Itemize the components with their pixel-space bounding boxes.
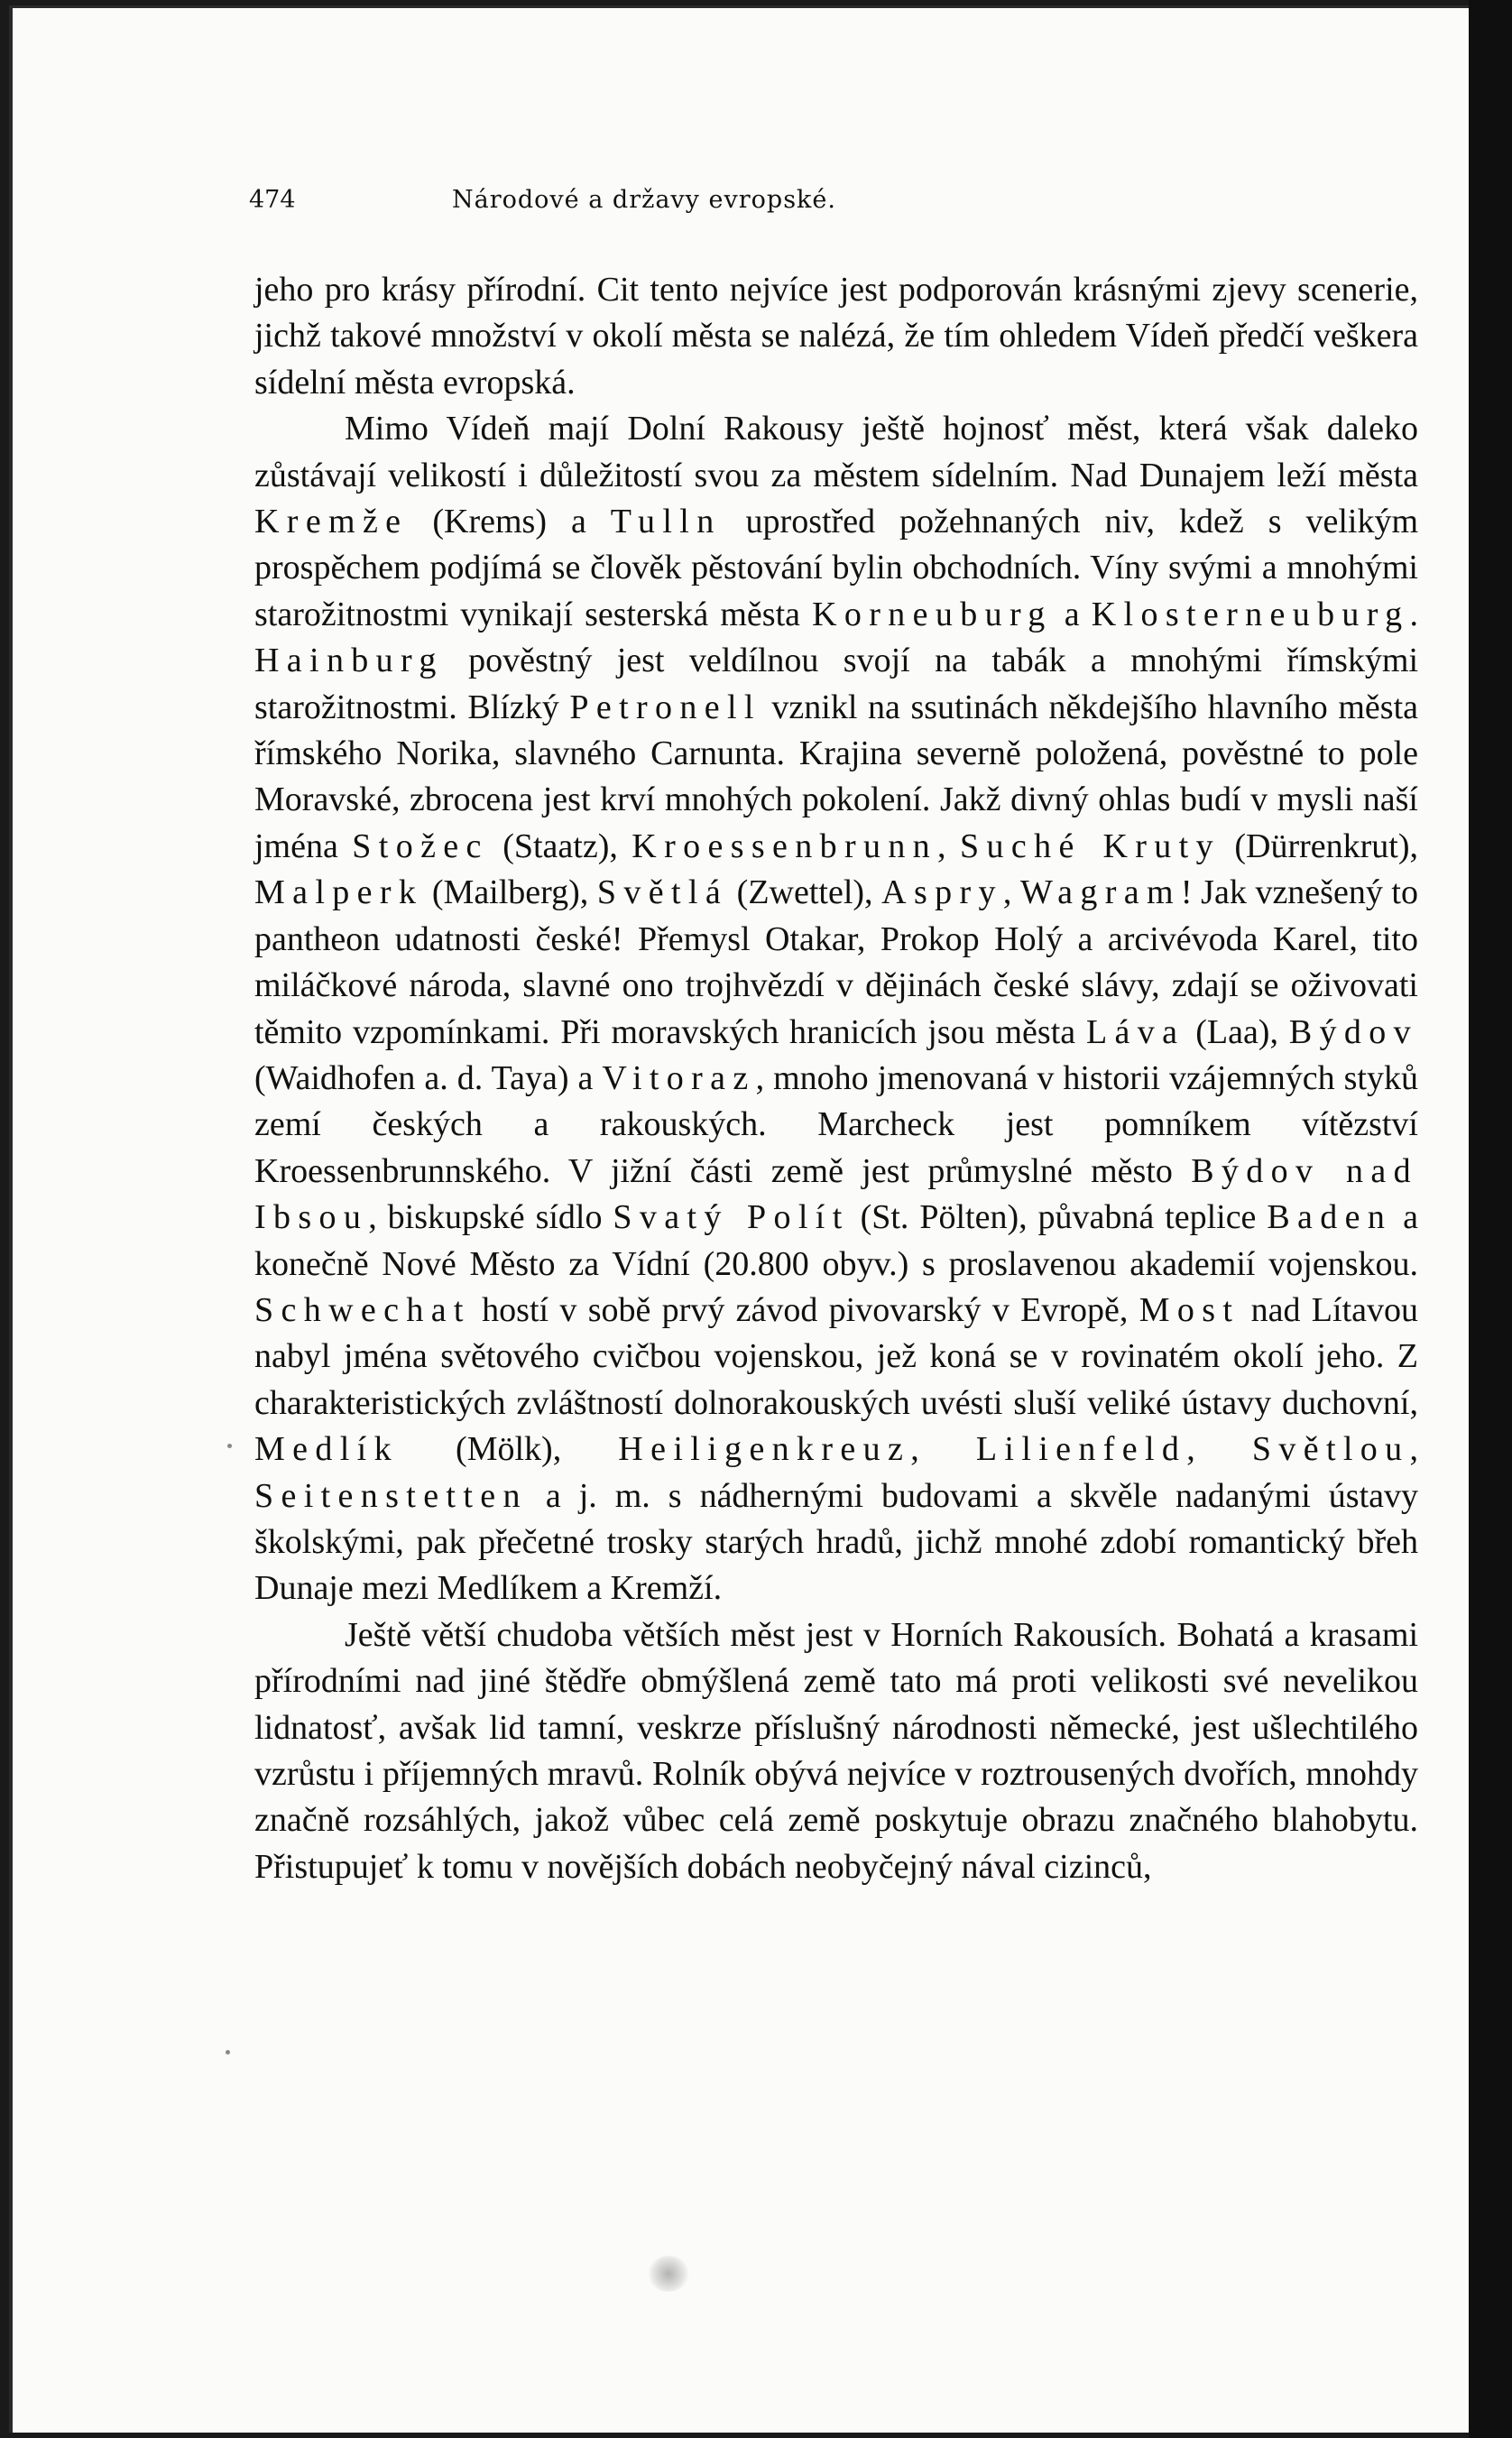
text-run: ,	[937, 827, 960, 865]
place-name: Světlou	[1251, 1430, 1410, 1469]
text-run: (Staatz),	[488, 827, 632, 865]
text-run: (Mölk),	[398, 1430, 619, 1469]
place-name: Stožec	[352, 827, 489, 865]
text-run: Mimo Vídeň mají Dolní Rakousy ještě hojnosť měst, která však daleko zůstávají velikostí i důležitostí svou za městem sídelním. Nad Dunajem leží města	[254, 410, 1418, 494]
place-name: Baden	[1267, 1198, 1393, 1237]
place-name: Kremže	[254, 503, 409, 541]
place-name: Světlá	[596, 873, 729, 912]
text-run: , biskupské sídlo	[368, 1198, 613, 1237]
place-name: Kroessenbrunn	[632, 827, 938, 865]
paragraph-3	[254, 1612, 1418, 1890]
text-run: a	[1052, 595, 1092, 633]
place-name: Láva	[1085, 1012, 1185, 1051]
place-name: Tulln	[610, 503, 722, 541]
place-name: Klosterneuburg	[1091, 595, 1410, 633]
place-name: Wagram	[1019, 873, 1181, 912]
text-run: (Krems) a	[408, 503, 611, 541]
text-run: (Dürrenkrut),	[1220, 827, 1419, 865]
text-run: ,	[1002, 873, 1020, 912]
place-name: Vitoraz	[602, 1058, 756, 1097]
text-run: , mnoho jmenovaná v historii vzájemných styků zemí českých a rakouských. Marcheck jest pomníkem vítězství Kroessenbrunnského. V jižní části země jest průmyslné město	[254, 1058, 1418, 1190]
place-name: Aspry	[881, 873, 1003, 912]
ink-speck	[226, 2050, 230, 2055]
running-title: Národové a državy evropské.	[452, 186, 836, 214]
place-name: Malperk	[254, 873, 424, 912]
text-run: (Waidhofen a. d. Taya) a	[254, 1058, 603, 1097]
text-run: ,	[910, 1430, 976, 1469]
place-name: Seitenstetten	[254, 1476, 528, 1515]
text-run: ,	[1409, 1430, 1419, 1469]
page-header	[249, 186, 1039, 222]
ink-speck	[227, 1444, 232, 1448]
text-run: hostí v sobě prvý závod pivovarský v Evropě,	[470, 1290, 1139, 1329]
place-name: Heiligenkreuz	[618, 1430, 911, 1469]
text-run: a j. m. s nádhernými budovami a skvěle nadanými ústavy školskými, pak přečetné trosky starých hradů, jichž mnohé zdobí romantický břeh Dunaje mezi Medlíkem a Kremží.	[254, 1476, 1418, 1608]
text-run: .	[1409, 595, 1418, 633]
place-name: Most	[1139, 1290, 1240, 1329]
place-name: Svatý Polít	[613, 1198, 850, 1237]
text-run: vznikl na ssutinách někdejšího hlavního města římského Norika, slavného Carnunta. Krajina severně položená, pověstné to pole Moravské, zbrocena jest krví mnohých pokolení. Jakž divný ohlas budí v mysli naší jména	[254, 688, 1418, 865]
text-run: ! Jak vznešený to pantheon udatnosti české! Přemysl Otakar, Prokop Holý a arcivévoda Karel, tito miláčkové národa, slavné ono trojhvězdí v dějinách české slávy, zdají se oživovati těmito vzpomínkami. Při moravských hranicích jsou města	[254, 873, 1418, 1051]
text-run: uprostřed požehnaných niv, kdež s velikým prospěchem podjímá se člověk pěstování bylin obchodních. Víny svými a mnohými starožitnostmi vynikají sesterská města	[254, 503, 1418, 633]
text-run: (St. Pölten), půvabná teplice	[849, 1198, 1268, 1237]
text-run: Ještě větší chudoba větších měst jest v Horních Rakousích. Bohatá a krasami přírodními nad jiné štědře obmýšlená země tato má proti velikosti své nevelikou lidnatosť, avšak lid tamní, veskrze příslušný národnosti německé, jest ušlechtilého vzrůstu i příjemných mravů. Rolník obývá nejvíce v roztrousených dvořích, mnohdy značně rozsáhlých, jakož vůbec celá země poskytuje obrazu značného blahobytu. Přistupujeť k tomu v novějších dobách neobyčejný nával cizinců,	[254, 1615, 1418, 1886]
text-run: nad Lítavou nabyl jména světového cvičbou vojenskou, jež koná se v rovinatém okolí jeho. Z charakteristických zvláštností dolnorakouských uvésti sluší veliké ústavy duchovní,	[254, 1290, 1419, 1422]
body-text	[254, 267, 1418, 1890]
text-run: (Mailberg),	[423, 873, 597, 912]
place-name: Schwechat	[254, 1290, 471, 1329]
place-name: Medlík	[254, 1430, 399, 1469]
text-run: ,	[1186, 1430, 1252, 1469]
paragraph-2	[254, 406, 1418, 1612]
text-run: a konečně Nové Město za Vídní (20.800 obyv.) s proslavenou akademií vojenskou.	[254, 1198, 1419, 1283]
place-name: Lilienfeld	[975, 1430, 1187, 1469]
place-name: Petronell	[569, 688, 761, 726]
place-name: Korneuburg	[812, 595, 1053, 633]
place-name: Hainburg	[254, 642, 444, 680]
text-run: jeho pro krásy přírodní. Cit tento nejvíce jest podporován krásnými zjevy scenerie, jichž takové množství v okolí města se nalézá, že tím ohledem Vídeň předčí veškera sídelní města evropská.	[254, 271, 1418, 402]
page-number: 474	[249, 186, 296, 214]
place-name: Býdov nad Ibsou	[254, 1151, 1419, 1237]
ink-smudge	[648, 2256, 689, 2292]
scan-border	[1469, 0, 1512, 2438]
text-run: (Zwettel),	[728, 873, 882, 912]
place-name: Býdov	[1288, 1012, 1418, 1051]
paragraph-1	[254, 267, 1418, 406]
place-name: Suché Kruty	[960, 827, 1221, 865]
text-run: pověstný jest veldílnou svojí na tabák a mnohými římskými starožitnostmi. Blízký	[254, 642, 1418, 726]
text-run: (Laa),	[1185, 1012, 1289, 1051]
